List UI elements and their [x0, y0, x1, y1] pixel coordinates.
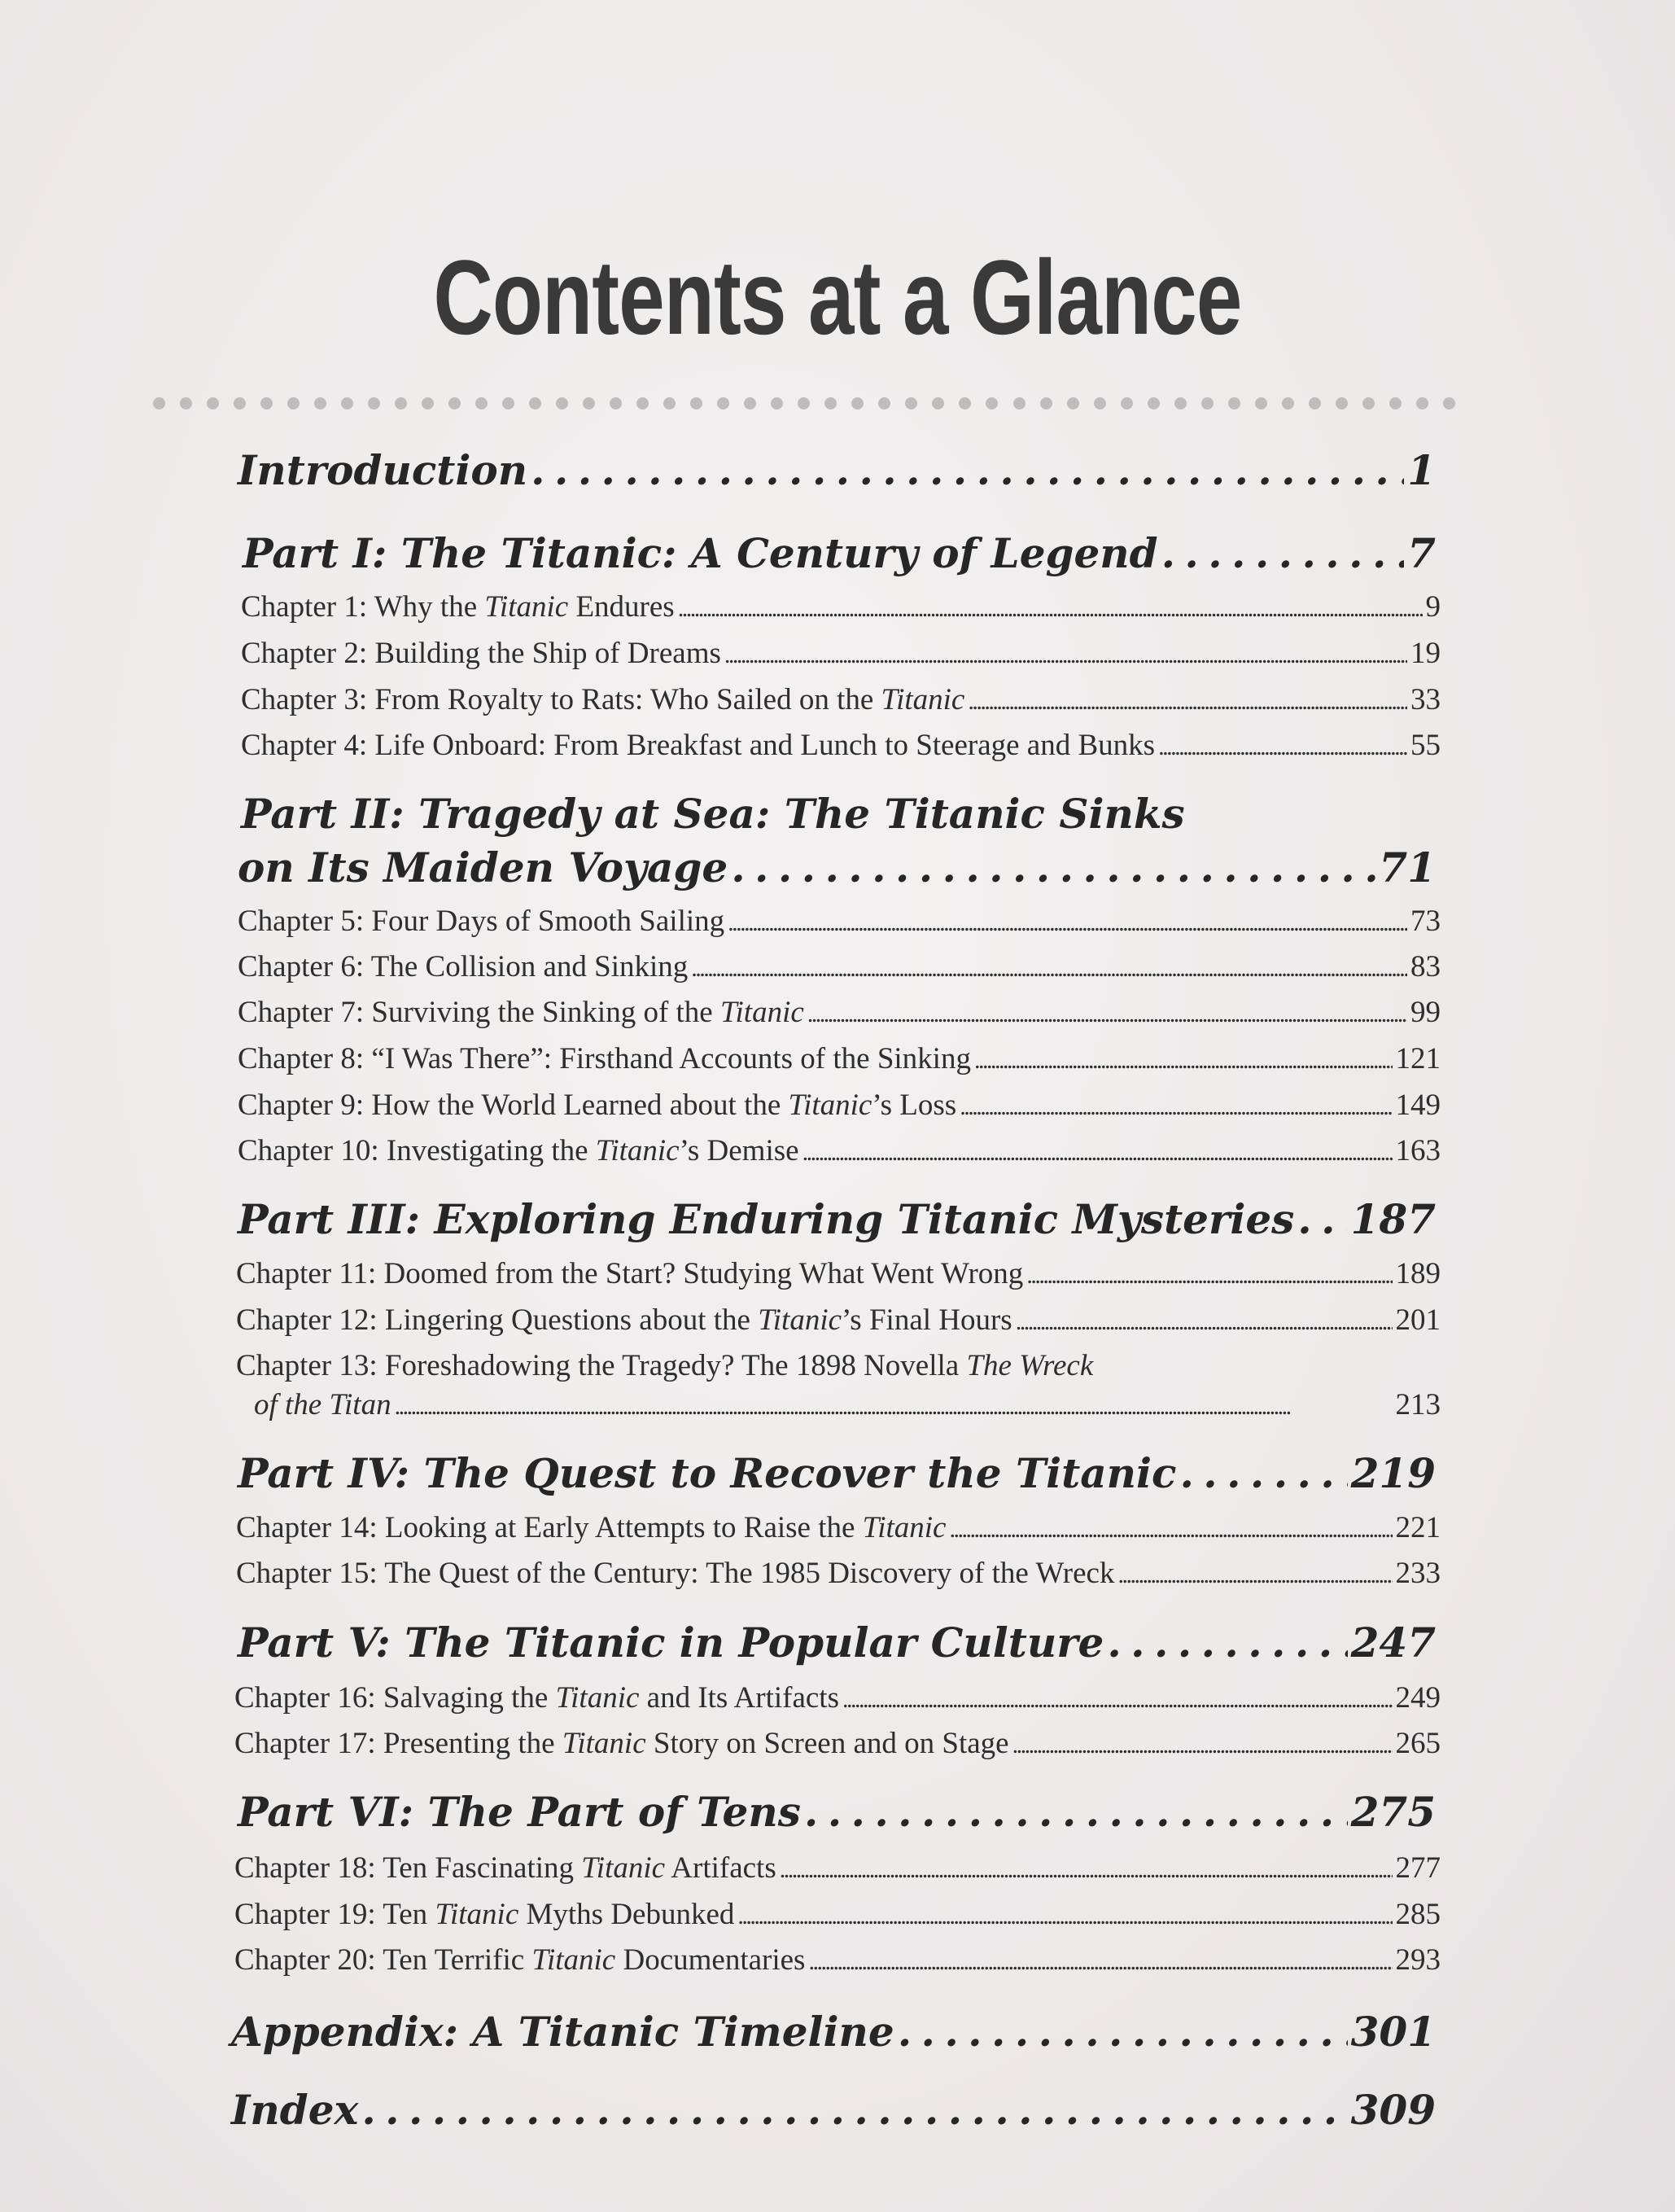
toc-label: Chapter 14: Looking at Early Attempts to Raise the Titanic	[236, 1511, 947, 1544]
toc-chapter-12[interactable]	[236, 1303, 1441, 1338]
divider-dot	[207, 397, 219, 410]
divider-dot	[1228, 397, 1240, 410]
divider-dot	[798, 397, 810, 410]
divider-dot	[1067, 397, 1079, 410]
divider-dot	[1040, 397, 1052, 410]
divider-dot	[1094, 397, 1106, 410]
toc-label: Chapter 10: Investigating the Titanic’s Demise	[238, 1134, 799, 1167]
toc-label: Chapter 20: Ten Terrific Titanic Documentaries	[234, 1943, 806, 1977]
toc-label: Part III: Exploring Enduring Titanic Mysteries	[238, 1195, 1295, 1243]
toc-chapter-4[interactable]	[241, 728, 1441, 763]
toc-chapter-6[interactable]	[238, 949, 1441, 984]
toc-chapter-9[interactable]	[238, 1088, 1441, 1123]
toc-page-number: 19	[1410, 637, 1441, 670]
dot-leader	[1107, 1618, 1347, 1667]
page-title: Contents at a Glance	[433, 238, 1242, 357]
divider-dot	[1336, 397, 1348, 410]
toc-label: Chapter 19: Ten Titanic Myths Debunked	[234, 1898, 735, 1931]
dot-leader	[949, 1510, 1392, 1545]
toc-label: Chapter 17: Presenting the Titanic Story on Screen and on Stage	[234, 1727, 1009, 1760]
divider-dot	[529, 397, 541, 410]
toc-page-number: 293	[1395, 1943, 1441, 1977]
toc-chapter-18[interactable]	[234, 1851, 1441, 1886]
toc-label: on Its Maiden Voyage	[238, 843, 728, 891]
dot-leader	[780, 1851, 1393, 1886]
divider-dot	[959, 397, 971, 410]
toc-chapter-1[interactable]	[241, 589, 1441, 624]
toc-page-number: 201	[1395, 1303, 1441, 1337]
divider-dot	[234, 397, 246, 410]
divider-dot	[824, 397, 837, 410]
dot-leader	[361, 2086, 1347, 2134]
toc-label: Chapter 2: Building the Ship of Dreams	[241, 637, 721, 670]
toc-part-5[interactable]	[238, 1618, 1436, 1667]
toc-chapter-20[interactable]	[234, 1943, 1441, 1978]
toc-part-2[interactable]	[238, 843, 1436, 891]
toc-part-3[interactable]	[238, 1195, 1436, 1243]
toc-page-number: 275	[1350, 1788, 1436, 1836]
toc-page-number: 187	[1350, 1195, 1436, 1243]
toc-label: Part V: The Titanic in Popular Culture	[238, 1618, 1104, 1667]
divider-dot	[1416, 397, 1428, 410]
dotted-divider	[153, 391, 1455, 415]
toc-label: Chapter 18: Ten Fascinating Titanic Artifacts	[234, 1851, 776, 1885]
dot-leader	[728, 904, 1407, 939]
toc-introduction[interactable]	[238, 446, 1436, 494]
divider-dot	[610, 397, 622, 410]
divider-dot	[1255, 397, 1267, 410]
toc-chapter-19[interactable]	[234, 1897, 1441, 1932]
toc-chapter-14[interactable]	[236, 1510, 1441, 1545]
divider-dot	[771, 397, 783, 410]
toc-page-number: 213	[1395, 1388, 1441, 1421]
divider-dot	[1282, 397, 1294, 410]
divider-dot	[986, 397, 998, 410]
toc-label: Chapter 1: Why the Titanic Endures	[241, 590, 675, 624]
divider-dot	[502, 397, 514, 410]
divider-dot	[260, 397, 273, 410]
toc-part-2-title-line: Part II: Tragedy at Sea: The Titanic Sinks	[241, 790, 1185, 838]
toc-page-number: 121	[1395, 1042, 1441, 1075]
toc-appendix[interactable]	[231, 2008, 1436, 2056]
divider-dot	[180, 397, 192, 410]
toc-chapter-3[interactable]	[241, 682, 1441, 717]
toc-page-number: 265	[1395, 1727, 1441, 1760]
toc-page-number: 99	[1410, 996, 1441, 1029]
toc-page-number: 149	[1395, 1088, 1441, 1122]
divider-dot	[448, 397, 461, 410]
toc-chapter-17[interactable]	[234, 1726, 1441, 1761]
divider-dot	[690, 397, 702, 410]
dot-leader	[1161, 529, 1405, 577]
toc-label: Part I: The Titanic: A Century of Legend	[243, 529, 1158, 577]
divider-dot	[1443, 397, 1455, 410]
toc-chapter-2[interactable]	[241, 636, 1441, 671]
divider-dot	[636, 397, 649, 410]
toc-page-number: 1	[1407, 446, 1436, 494]
toc-page-number: 71	[1379, 843, 1436, 891]
dot-leader	[808, 1943, 1392, 1978]
toc-part-6[interactable]	[238, 1788, 1436, 1836]
toc-page-number: 301	[1350, 2008, 1436, 2056]
toc-part-1[interactable]	[243, 529, 1436, 577]
toc-page-number: 9	[1425, 590, 1441, 624]
toc-page-number: 277	[1395, 1851, 1441, 1885]
dot-leader	[724, 636, 1407, 671]
toc-chapter-7[interactable]	[238, 995, 1441, 1030]
toc-label: Appendix: A Titanic Timeline	[231, 2008, 894, 2056]
divider-dot	[287, 397, 300, 410]
toc-label: Chapter 8: “I Was There”: Firsthand Accounts of the Sinking	[238, 1042, 971, 1075]
divider-dot	[878, 397, 890, 410]
dot-leader	[804, 1788, 1348, 1836]
divider-dot	[932, 397, 944, 410]
divider-dot	[744, 397, 756, 410]
dot-leader	[974, 1041, 1393, 1076]
toc-label: Index	[231, 2086, 359, 2134]
dot-leader	[678, 589, 1423, 624]
divider-dot	[1309, 397, 1321, 410]
divider-dot	[1174, 397, 1187, 410]
toc-label: Part IV: The Quest to Recover the Titanic	[238, 1449, 1177, 1497]
divider-dot	[1201, 397, 1214, 410]
dot-leader	[1012, 1726, 1393, 1761]
dot-leader	[1026, 1256, 1392, 1291]
toc-label: Chapter 15: The Quest of the Century: The 1985 Discovery of the Wreck	[236, 1557, 1115, 1590]
toc-chapter-13[interactable]	[254, 1387, 1441, 1422]
dot-leader	[737, 1897, 1392, 1932]
dot-leader	[960, 1088, 1392, 1123]
divider-dot	[1121, 397, 1133, 410]
divider-dot	[368, 397, 380, 410]
toc-page-number: 163	[1395, 1134, 1441, 1167]
toc-label: Chapter 16: Salvaging the Titanic and Its Artifacts	[234, 1681, 839, 1715]
toc-label: Chapter 3: From Royalty to Rats: Who Sailed on the Titanic	[241, 683, 965, 716]
toc-chapter-8[interactable]	[238, 1041, 1441, 1076]
toc-page-number: 247	[1350, 1618, 1436, 1667]
dot-leader	[395, 1387, 1393, 1422]
dot-leader	[1117, 1556, 1392, 1591]
divider-dot	[153, 397, 165, 410]
toc-index[interactable]	[231, 2086, 1436, 2134]
dot-leader	[1158, 728, 1407, 763]
divider-dot	[475, 397, 488, 410]
toc-page-number: 285	[1395, 1898, 1441, 1931]
dot-leader	[803, 1133, 1393, 1168]
divider-dot	[717, 397, 729, 410]
toc-label: Chapter 9: How the World Learned about the Titanic’s Loss	[238, 1088, 957, 1122]
toc-page-number: 83	[1410, 950, 1441, 983]
toc-page-number: 249	[1395, 1681, 1441, 1715]
toc-page-number: 221	[1395, 1511, 1441, 1544]
divider-dot	[583, 397, 595, 410]
divider-dot	[341, 397, 353, 410]
toc-page-number: 189	[1395, 1257, 1441, 1290]
toc-page-number: 55	[1410, 729, 1441, 762]
toc-label: Chapter 7: Surviving the Sinking of the Titanic	[238, 996, 804, 1029]
dot-leader	[842, 1680, 1393, 1715]
toc-page-number: 73	[1410, 905, 1441, 938]
divider-dot	[314, 397, 326, 410]
toc-part-4[interactable]	[238, 1449, 1436, 1497]
toc-label: Chapter 12: Lingering Questions about the Titanic’s Final Hours	[236, 1303, 1012, 1337]
dot-leader	[898, 2008, 1348, 2056]
toc-chapter-16[interactable]	[234, 1680, 1441, 1715]
toc-page-number: 233	[1395, 1557, 1441, 1590]
dot-leader	[1297, 1195, 1347, 1243]
toc-label: Chapter 5: Four Days of Smooth Sailing	[238, 905, 725, 938]
toc-label: Chapter 6: The Collision and Sinking	[238, 950, 689, 983]
toc-label: Chapter 11: Doomed from the Start? Studying What Went Wrong	[236, 1257, 1024, 1290]
dot-leader	[691, 949, 1407, 984]
toc-chapter-13-first-line: Chapter 13: Foreshadowing the Tragedy? The 1898 Novella The Wreck	[236, 1349, 1094, 1382]
toc-label: Introduction	[238, 446, 528, 494]
divider-dot	[1013, 397, 1026, 410]
divider-dot	[663, 397, 676, 410]
toc-label: Part VI: The Part of Tens	[238, 1788, 801, 1836]
toc-chapter-11[interactable]	[236, 1256, 1441, 1291]
toc-chapter-15[interactable]	[236, 1556, 1441, 1591]
toc-label: Chapter 4: Life Onboard: From Breakfast and Lunch to Steerage and Bunks	[241, 729, 1156, 762]
divider-dot	[395, 397, 407, 410]
divider-dot	[851, 397, 864, 410]
divider-dot	[556, 397, 568, 410]
toc-page-number: 309	[1350, 2086, 1436, 2134]
toc-chapter-5[interactable]	[238, 904, 1441, 939]
toc-chapter-10[interactable]	[238, 1133, 1441, 1168]
toc-page-number: 219	[1350, 1449, 1436, 1497]
divider-dot	[1362, 397, 1375, 410]
dot-leader	[1179, 1449, 1347, 1497]
dot-leader	[807, 995, 1407, 1030]
divider-dot	[905, 397, 917, 410]
toc-page-number: 33	[1410, 683, 1441, 716]
divider-dot	[1389, 397, 1402, 410]
dot-leader	[731, 843, 1375, 891]
divider-dot	[1148, 397, 1160, 410]
divider-dot	[422, 397, 434, 410]
dot-leader	[1016, 1303, 1393, 1338]
toc-label: of the Titan	[254, 1388, 391, 1421]
dot-leader	[531, 446, 1404, 494]
toc-page-number: 7	[1407, 529, 1436, 577]
dot-leader	[968, 682, 1407, 717]
